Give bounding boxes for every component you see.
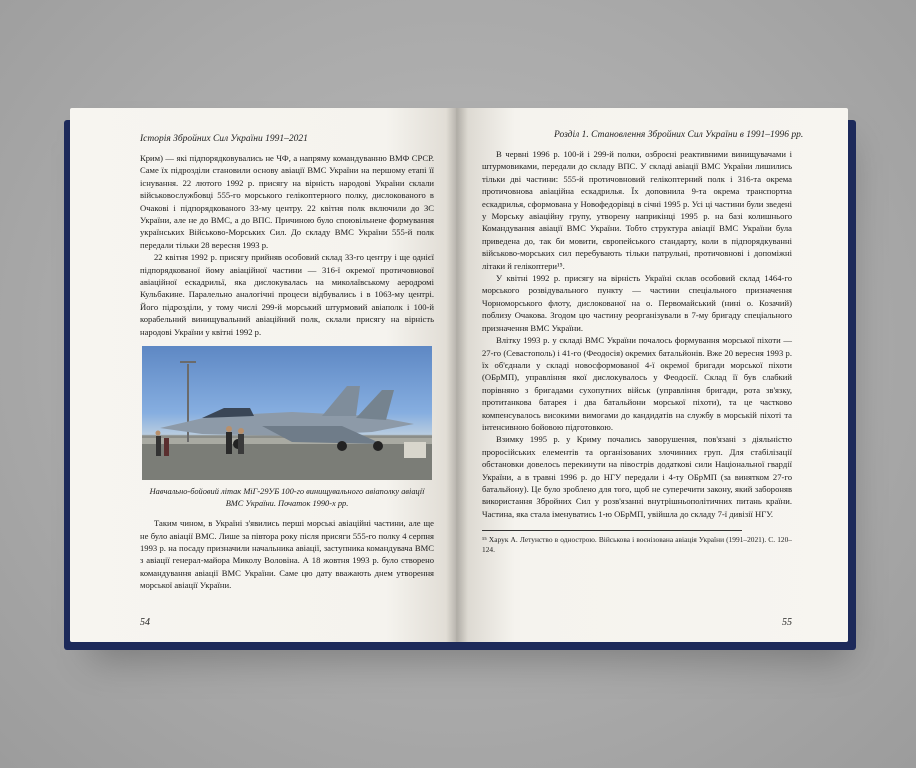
left-text-after <box>140 517 434 591</box>
right-paragraph-2: У квітні 1992 р. присягу на вірність Україні склав особовий склад 1464-го морського розвідувального пункту — частини спеціального призначення Чорноморського флоту, дислокованої на о. Первомайський (нині о. Козачий) поблизу Очакова. Згодом цю частину реорганізували в 7-му бригаду спеціального призначення ВМС України. <box>482 273 792 333</box>
aircraft-photo <box>142 346 432 480</box>
mig-29ub-image <box>142 346 432 480</box>
right-page <box>456 108 848 642</box>
left-paragraph-2: 22 квітня 1992 р. присягу прийняв особовий склад 33-го центру і ще однієї підпорядкованої йому авіаційної частини — 316-ї окремої протичовнової авіаційної ескадрильї, яка дислокувалась на миколаївському аеродромі Кульбакине. Паралельно аналогічні процеси відбувались і в 1063-му центрі. Його підрозділи, у тому числі 299-й морський штурмовий авіаполк і 100-й корабельний винищувальний авіаційний полк, склали присягу на вірність народові України у квітні 1992 р. <box>140 252 434 337</box>
photo-caption: Навчально-бойовий літак МіГ-29УБ 100-го винищувального авіаполку авіації ВМС України. Початок 1990-х рр. <box>149 487 425 508</box>
left-running-head: Історія Збройних Сил України 1991–2021 <box>140 134 308 144</box>
right-page-number: 55 <box>782 617 792 628</box>
right-text <box>482 148 792 520</box>
left-paragraph-1: Крим) — які підпорядковувались не ЧФ, а напряму командуванню ВМФ СРСР. Саме їх підрозділи становили основу авіації ВМС України на першому етапі її існування. 22 лютого 1992 р. присягу на вірність народові України склали військовослужбовці 555-го морського гелікоптерного полку, дислокованого в Очакові і підпорядкованого 33-му центру. 22 квітня полк включили до ЗС України, але не до ВМС, а до ВПС. Причиною було споювільнене формування українських Військово-Морських Сил. До складу ВМС України 555-й полк передали тільки 28 вересня 1993 р. <box>140 153 434 250</box>
right-paragraph-3: Влітку 1993 р. у складі ВМС України почалось формування морської піхоти — 27-го (Севастополь) і 41-го (Феодосія) окремих батальйонів. Вже 20 вересня 1993 р. їх об'єднали у складі новосформованої 4-ї окремої бригади морської піхоти (ОБрМП), управління якої дислокувалось у Феодосії. Склад її був слабкий порівняно з бригадами сухопутних військ (управління бригади, рота зв'язку, протитанкова батарея і два батальйони морської піхоти), та це частково компенсувалось високими вимогами до кандидатів на службу в морській піхоті та інтенсивною бойовою підготовкою. <box>482 335 792 432</box>
footnote-divider <box>482 530 742 531</box>
left-text <box>140 152 434 338</box>
left-page-number: 54 <box>140 617 150 628</box>
left-paragraph-3: Таким чином, в Україні з'явились перші морські авіаційні частини, але ще не було авіації ВМС. Лише за півтора року після присяги 555-го полку 4 серпня 1993 р. на посаду призначили начальника авіації, заступника командувача ВМС з авіації генерал-майора Миколу Воловіна. А 18 жовтня 1993 р. було створено командування авіації ВМС України. Саме цю дату вважають днем утворення морської авіації України. <box>140 518 434 591</box>
left-page <box>70 108 456 642</box>
right-paragraph-4: Взимку 1995 р. у Криму почались заворушення, пов'язані з діяльністю проросійських елементів та організованих злочинних груп. Для стабілізації обстановки довелось перекинути на півострів додаткові сили Національної гвардії України, а в травні 1996 р. до НГУ передали і 4-ту ОБрМП (за винятком 27-го батальйону). Це було зроблено для того, щоб не суперечити закону, який забороняв використання Збройних Сил у розв'язанні внутрішньополітичних питань країни. Частина, яка стала іменуватись 1-ю ОБрМП, увійшла до складу 7-ї дивізії НГУ. <box>482 434 792 519</box>
right-running-head: Розділ 1. Становлення Збройних Сил України в 1991–1996 рр. <box>554 130 804 140</box>
footnote: ¹⁵ Харук А. Летунство в однострою. Військова і воєнізована авіація України (1991–2021). С. 120–124. <box>482 535 792 555</box>
right-paragraph-1: В червні 1996 р. 100-й і 299-й полки, озброєні реактивними винищувачами і штурмовиками, передали до складу ВПС. У складі авіації ВМС України лишились тільки дві частини: 555-й протичовновий гелікоптерний полк і 316-та окрема протичовнова авіаційна ескадрилья. Їх доповнила 9-та окрема транспортна ескадрилья, сформована у Новофедорівці в січні 1995 р. Усі ці частини були зведені у Морську авіаційну групу, утворену наприкінці 1995 р. на базі колишнього Командування авіації ВМС України. Тобто структура авіації ВМС України була приведена до, так би мовити, європейського стандарту, коли в підпорядкуванні військово-морських сил перебувають тільки патрульні, протичовнові і допоміжні літаки й гелікоптери¹⁵. <box>482 149 792 271</box>
